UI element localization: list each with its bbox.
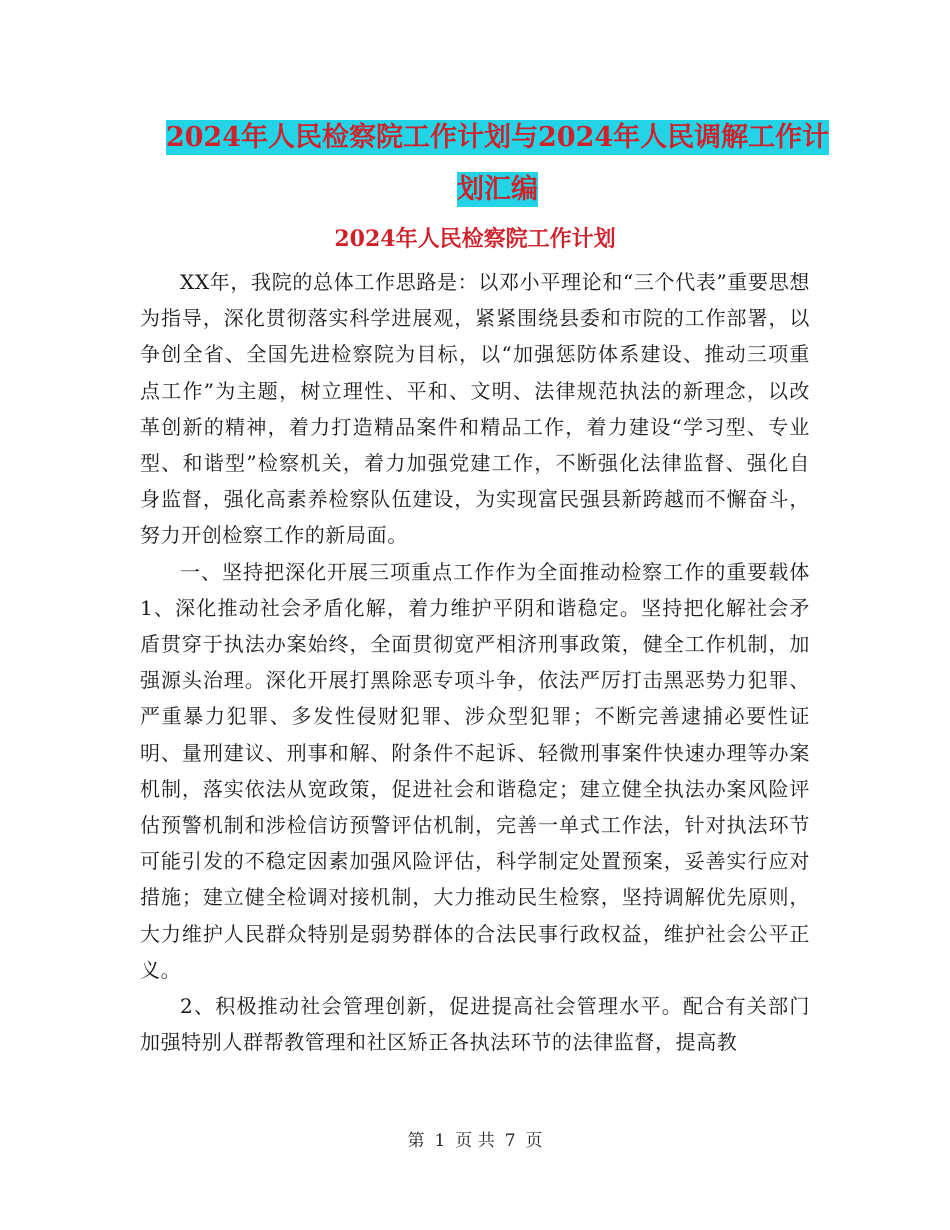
- footer-suffix: 页: [525, 1131, 543, 1151]
- document-title-line1: 2024年人民检察院工作计划与2024年人民调解工作计: [165, 122, 830, 153]
- page-footer: [0, 1126, 950, 1151]
- paragraph: XX年，我院的总体工作思路是：以邓小平理论和“三个代表”重要思想为指导，深化贯彻落实科学进展观，紧紧围绕县委和市院的工作部署，以争创全省、全国先进检察院为目标，以“加强惩防体系建设、推动三项重点工作”为主题，树立理性、平和、文明、法律规范执法的新理念，以改革创新的精神，着力打造精品案件和精品工作，着力建设“学习型、专业型、和谐型”检察机关，着力加强党建工作，不断强化法律监督、强化自身监督，强化高素养检察队伍建设，为实现富民强县新跨越而不懈奋斗，努力开创检察工作的新局面。: [140, 270, 810, 548]
- footer-current-page: 1: [434, 1131, 446, 1151]
- footer-prefix: 第: [407, 1131, 425, 1151]
- footer-middle: 页 共: [455, 1131, 495, 1151]
- section-title: 2024年人民检察院工作计划: [334, 226, 616, 252]
- document-title: [140, 112, 855, 216]
- paragraph: 一、坚持把深化开展三项重点工作作为全面推动检察工作的重要载体1、深化推动社会矛盾化解，着力维护平阴和谐稳定。坚持把化解社会矛盾贯穿于执法办案始终，全面贯彻宽严相济刑事政策，健全工作机制，加强源头治理。深化开展打黑除恶专项斗争，依法严厉打击黑恶势力犯罪、严重暴力犯罪、多发性侵财犯罪、涉众型犯罪；不断完善逮捕必要性证明、量刑建议、刑事和解、附条件不起诉、轻微刑事案件快速办理等办案机制，落实依法从宽政策，促进社会和谐稳定；建立健全执法办案风险评估预警机制和涉检信访预警评估机制，完善一单式工作法，针对执法环节可能引发的不稳定因素加强风险评估，科学制定处置预案，妥善实行应对措施；建立健全检调对接机制，大力推动民生检察，坚持调解优先原则，大力维护人民群众特别是弱势群体的合法民事行政权益，维护社会公平正义。: [140, 559, 810, 982]
- document-title-line2: 划汇编: [457, 174, 538, 205]
- paragraph: 2、积极推动社会管理创新，促进提高社会管理水平。配合有关部门加强特别人群帮教管理和社区矫正各执法环节的法律监督，提高教: [140, 994, 810, 1055]
- document-body: [140, 264, 810, 1060]
- footer-total-pages: 7: [504, 1131, 516, 1151]
